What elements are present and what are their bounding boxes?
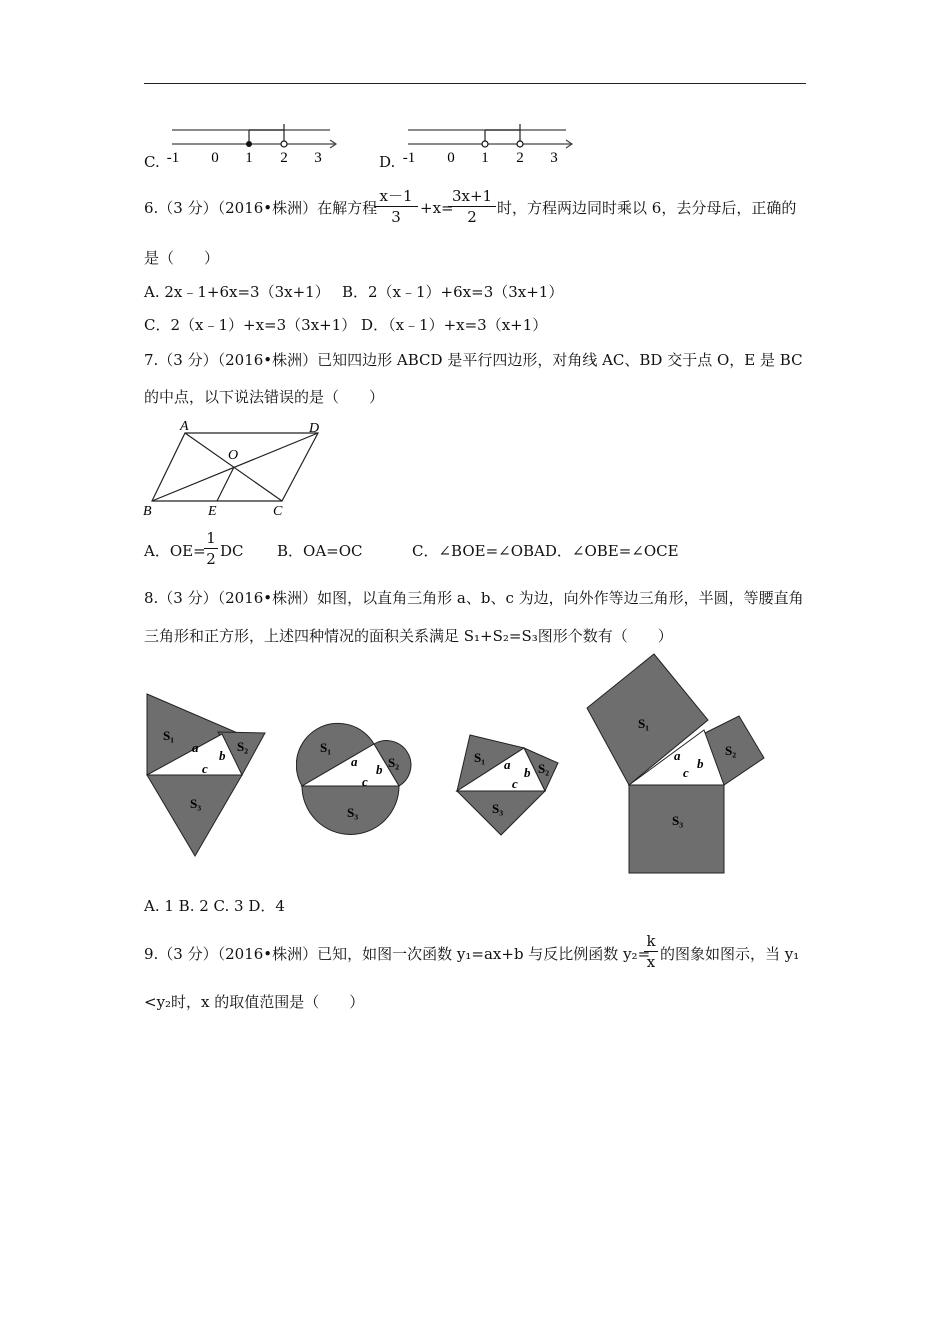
a-label: a (674, 748, 681, 763)
q6-fraction-1 (374, 186, 418, 227)
q6-prefix: 6.（3 分）（2016•株洲）在解方程 (144, 199, 378, 217)
header-rule (144, 83, 806, 84)
b-label: b (219, 748, 226, 763)
s1-label: S₁ (638, 716, 650, 731)
q8-line2: 三角形和正方形，上述四种情况的面积关系满足 S₁+S₂=S₃图形个数有（ ） (144, 627, 673, 645)
s3-label: S₃ (190, 796, 202, 811)
label-e: E (208, 504, 217, 519)
label-c: C (273, 504, 283, 519)
q7-line1: 7.（3 分）（2016•株洲）已知四边形 ABCD 是平行四边形，对角线 AC、BD 交于点 O，E 是 BC (144, 351, 803, 369)
s3-label: S₃ (492, 801, 504, 816)
q5-number-line-d (396, 118, 586, 168)
q7-option-a-prefix: A．OE= (144, 542, 206, 560)
tick-label: 0 (447, 150, 455, 166)
s3-label: S₃ (672, 813, 684, 828)
s1-label: S₁ (163, 728, 175, 743)
q9-suffix: 的图象如图示，当 y₁ (660, 945, 800, 963)
s1-label: S₁ (474, 750, 486, 765)
tick-label: 3 (550, 150, 558, 166)
label-b: B (143, 504, 152, 519)
q7-frac-numerator: 1 (206, 529, 216, 547)
q8-figure-semicircle (296, 716, 421, 836)
label-o: O (228, 448, 239, 463)
q9-line2: <y₂时，x 的取值范围是（ ） (144, 993, 365, 1011)
q7-frac-denominator: 2 (206, 550, 216, 568)
s1-label: S₁ (320, 740, 332, 755)
c-label: c (683, 765, 689, 780)
q8-options: A. 1 B. 2 C. 3 D．4 (144, 897, 285, 915)
q7-option-a-fraction (204, 528, 218, 569)
q7-line2: 的中点，以下说法错误的是（ ） (144, 388, 385, 406)
q6-frac2-denominator: 2 (467, 208, 477, 226)
c-label: c (362, 774, 368, 789)
s2-label: S₂ (388, 755, 400, 770)
q5-option-d-label: D. (379, 153, 396, 171)
q6-options-cd: C．2（x﹣1）+x=3（3x+1） D．（x﹣1）+x=3（x+1） (144, 316, 548, 334)
tick-label: 2 (280, 150, 288, 166)
q6-fraction-2 (448, 186, 496, 227)
s2-label: S₂ (237, 739, 249, 754)
tick-label: 2 (516, 150, 524, 166)
q9-frac-numerator: k (646, 932, 656, 950)
label-a: A (180, 419, 189, 434)
q7-parallelogram-figure (140, 415, 340, 520)
c-label: c (202, 761, 208, 776)
q9-prefix: 9.（3 分）（2016•株洲）已知，如图一次函数 y₁=ax+b 与反比例函数 y₂= (144, 945, 651, 963)
s2-label: S₂ (725, 743, 737, 758)
s2-label: S₂ (538, 761, 550, 776)
tick-label: 0 (211, 150, 219, 166)
q6-frac2-numerator: 3x+1 (451, 187, 493, 205)
q6-options-ab: A. 2x﹣1+6x=3（3x+1） B．2（x﹣1）+6x=3（3x+1） (144, 283, 564, 301)
q6-mid: +x= (420, 199, 454, 217)
q7-options-cd: C．∠BOE=∠OBAD．∠OBE=∠OCE (412, 542, 679, 560)
q8-figure-squares (584, 650, 799, 880)
a-label: a (192, 740, 199, 755)
q9-fraction (644, 931, 658, 972)
b-label: b (697, 756, 704, 771)
q9-frac-denominator: x (646, 953, 656, 971)
b-label: b (524, 765, 531, 780)
q6-frac1-numerator: x－1 (379, 187, 413, 205)
q8-figure-equilateral (140, 688, 275, 863)
tick-label: -1 (402, 150, 416, 166)
q7-option-b: B．OA=OC (277, 542, 363, 560)
q6-frac1-denominator: 3 (391, 208, 401, 226)
q6-suffix: 时，方程两边同时乘以 6，去分母后，正确的 (497, 199, 797, 217)
tick-label: 1 (245, 150, 253, 166)
a-label: a (504, 757, 511, 772)
a-label: a (351, 754, 358, 769)
c-label: c (512, 776, 518, 791)
q5-option-c-label: C. (144, 153, 160, 171)
q8-figure-isosceles-right (452, 725, 562, 841)
q5-number-line-c (160, 118, 350, 168)
tick-label: -1 (166, 150, 180, 166)
s3-label: S₃ (347, 805, 359, 820)
tick-label: 1 (481, 150, 489, 166)
q6-line2: 是（ ） (144, 249, 220, 267)
q8-line1: 8.（3 分）（2016•株洲）如图，以直角三角形 a、b、c 为边，向外作等边三角形，半圆，等腰直角 (144, 589, 804, 607)
b-label: b (376, 762, 383, 777)
label-d: D (309, 421, 320, 436)
tick-label: 3 (314, 150, 322, 166)
q7-option-a-suffix: DC (220, 542, 244, 560)
